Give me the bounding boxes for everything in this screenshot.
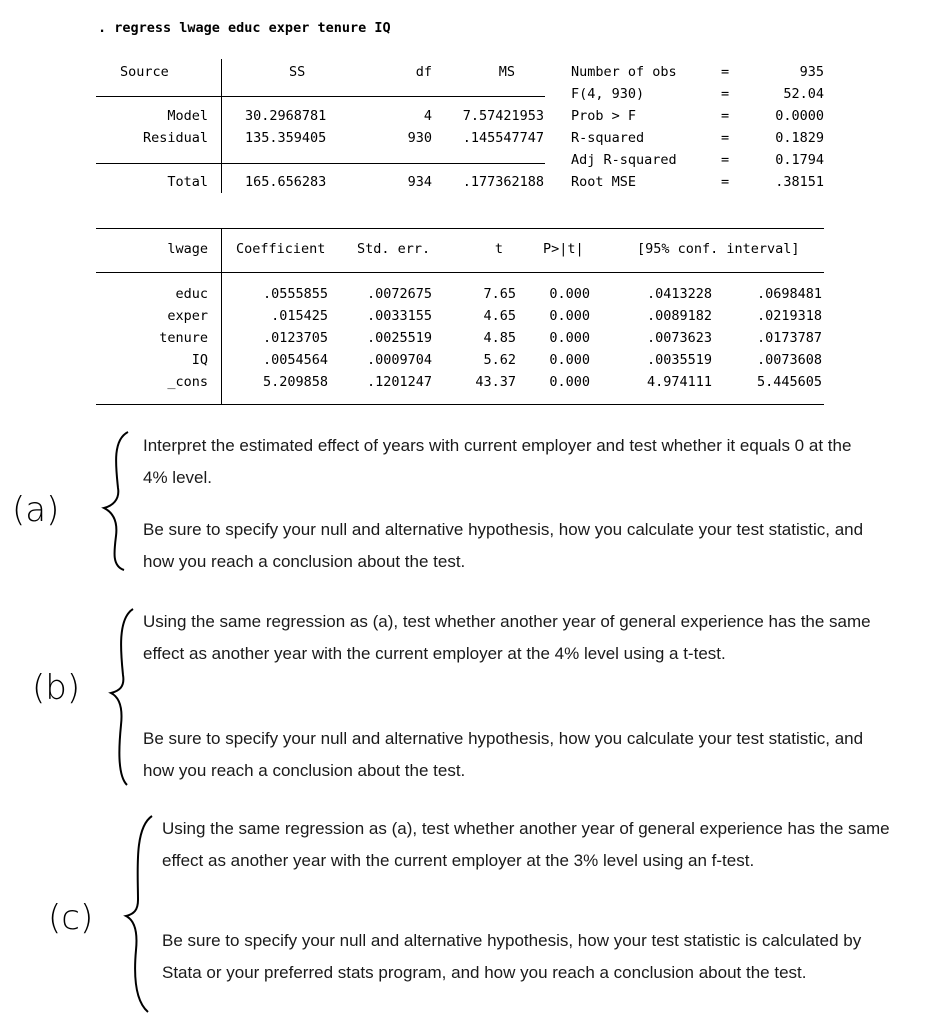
anova-row-ms: 7.57421953 bbox=[462, 108, 544, 124]
coef-row-ci-high: .0219318 bbox=[756, 308, 822, 324]
stat-equals: = bbox=[721, 152, 730, 168]
anova-row-source: Residual bbox=[142, 130, 208, 146]
stat-equals: = bbox=[721, 108, 730, 124]
coef-row-p: 0.000 bbox=[549, 374, 590, 390]
coef-row-t: 4.85 bbox=[483, 330, 516, 346]
coef-row-var: tenure bbox=[159, 330, 208, 346]
anova-total-rule bbox=[96, 163, 545, 164]
stat-equals: = bbox=[721, 64, 730, 80]
question-instructions: Be sure to specify your null and alternative hypothesis, how you calculate your test statistic, and how you reach a conclusion about the test. bbox=[143, 520, 864, 571]
anova-row-source: Model bbox=[167, 108, 208, 124]
question-label: (c) bbox=[48, 898, 94, 938]
stat-equals: = bbox=[721, 174, 730, 190]
coef-row-var: exper bbox=[167, 308, 208, 324]
stat-value: 0.0000 bbox=[775, 108, 824, 124]
question-text: Using the same regression as (a), test whether another year of general experience has the same effect as another year with the current employer at the 3% level using an f-test. bbox=[162, 819, 890, 870]
anova-header-source: Source bbox=[120, 64, 169, 80]
stat-label: R-squared bbox=[571, 130, 645, 146]
anova-header-rule bbox=[96, 96, 545, 97]
brace-icon bbox=[103, 605, 143, 790]
coef-row-p: 0.000 bbox=[549, 330, 590, 346]
coef-row-se: .1201247 bbox=[366, 374, 432, 390]
anova-divider bbox=[221, 59, 222, 193]
coef-header-p: P>|t| bbox=[543, 241, 584, 257]
brace-icon bbox=[98, 428, 138, 573]
coef-header-se: Std. err. bbox=[357, 241, 431, 257]
question-label: (b) bbox=[32, 668, 81, 708]
coef-row-ci-high: 5.445605 bbox=[756, 374, 822, 390]
coef-row-coef: .0123705 bbox=[262, 330, 328, 346]
question-instructions: Be sure to specify your null and alternative hypothesis, how your test statistic is calculated by Stata or your preferred stats program, and how you reach a conclusion about the test. bbox=[162, 931, 862, 982]
coef-bottom-rule bbox=[96, 404, 824, 405]
stat-label: Number of obs bbox=[571, 64, 677, 80]
coef-row-ci-low: .0073623 bbox=[646, 330, 712, 346]
coef-row-se: .0009704 bbox=[366, 352, 432, 368]
stat-label: Adj R-squared bbox=[571, 152, 677, 168]
anova-row-df: 934 bbox=[407, 174, 432, 190]
coef-row-coef: .0054564 bbox=[262, 352, 328, 368]
coef-row-var: educ bbox=[175, 286, 208, 302]
question-text: Using the same regression as (a), test whether another year of general experience has the same effect as another year with the current employer at the 4% level using a t-test. bbox=[143, 612, 871, 663]
question-label: (a) bbox=[12, 490, 60, 530]
coef-row-ci-low: 4.974111 bbox=[646, 374, 712, 390]
anova-row-ms: .177362188 bbox=[462, 174, 544, 190]
coef-row-ci-low: .0035519 bbox=[646, 352, 712, 368]
coef-header-coef: Coefficient bbox=[236, 241, 326, 257]
coef-top-rule bbox=[96, 228, 824, 229]
coef-row-se: .0072675 bbox=[366, 286, 432, 302]
question-instructions: Be sure to specify your null and alternative hypothesis, how you calculate your test statistic, and how you reach a conclusion about the test. bbox=[143, 729, 864, 780]
brace-icon bbox=[118, 812, 158, 1017]
coef-row-ci-high: .0698481 bbox=[756, 286, 822, 302]
coef-row-ci-low: .0413228 bbox=[646, 286, 712, 302]
stat-equals: = bbox=[721, 130, 730, 146]
anova-row-ss: 135.359405 bbox=[245, 130, 327, 146]
coef-header-var: lwage bbox=[167, 241, 208, 257]
question-text: Interpret the estimated effect of years with current employer and test whether it equals 0 at the 4% level. bbox=[143, 436, 852, 487]
anova-header-df: df bbox=[415, 64, 432, 80]
coef-row-p: 0.000 bbox=[549, 286, 590, 302]
coef-row-var: IQ bbox=[191, 352, 208, 368]
coef-row-t: 43.37 bbox=[475, 374, 516, 390]
stat-value: 0.1829 bbox=[775, 130, 824, 146]
coef-header-rule bbox=[96, 272, 824, 273]
stat-value: 52.04 bbox=[783, 86, 824, 102]
coef-row-var: _cons bbox=[167, 374, 208, 390]
anova-header-ss: SS bbox=[289, 64, 306, 80]
coef-row-ci-high: .0173787 bbox=[756, 330, 822, 346]
coef-row-ci-low: .0089182 bbox=[646, 308, 712, 324]
stat-equals: = bbox=[721, 86, 730, 102]
coef-header-t: t bbox=[494, 241, 503, 257]
stat-label: Prob > F bbox=[571, 108, 637, 124]
coef-divider bbox=[221, 228, 222, 405]
coef-row-coef: .015425 bbox=[271, 308, 328, 324]
stata-command: . regress lwage educ exper tenure IQ bbox=[98, 20, 391, 36]
coef-row-ci-high: .0073608 bbox=[756, 352, 822, 368]
anova-row-df: 4 bbox=[423, 108, 432, 124]
anova-row-ms: .145547747 bbox=[462, 130, 544, 146]
anova-header-ms: MS bbox=[498, 64, 515, 80]
anova-row-source: Total bbox=[167, 174, 208, 190]
coef-row-se: .0025519 bbox=[366, 330, 432, 346]
coef-row-coef: .0555855 bbox=[262, 286, 328, 302]
stat-label: F(4, 930) bbox=[571, 86, 645, 102]
coef-row-p: 0.000 bbox=[549, 308, 590, 324]
stat-value: 935 bbox=[799, 64, 824, 80]
stat-value: 0.1794 bbox=[775, 152, 824, 168]
anova-row-ss: 165.656283 bbox=[245, 174, 327, 190]
coef-row-t: 7.65 bbox=[483, 286, 516, 302]
coef-row-t: 5.62 bbox=[483, 352, 516, 368]
coef-header-ci: [95% conf. interval] bbox=[637, 241, 800, 257]
stat-value: .38151 bbox=[775, 174, 824, 190]
anova-row-df: 930 bbox=[407, 130, 432, 146]
coef-row-t: 4.65 bbox=[483, 308, 516, 324]
anova-row-ss: 30.2968781 bbox=[245, 108, 327, 124]
coef-row-coef: 5.209858 bbox=[262, 374, 328, 390]
coef-row-se: .0033155 bbox=[366, 308, 432, 324]
stat-label: Root MSE bbox=[571, 174, 637, 190]
coef-row-p: 0.000 bbox=[549, 352, 590, 368]
